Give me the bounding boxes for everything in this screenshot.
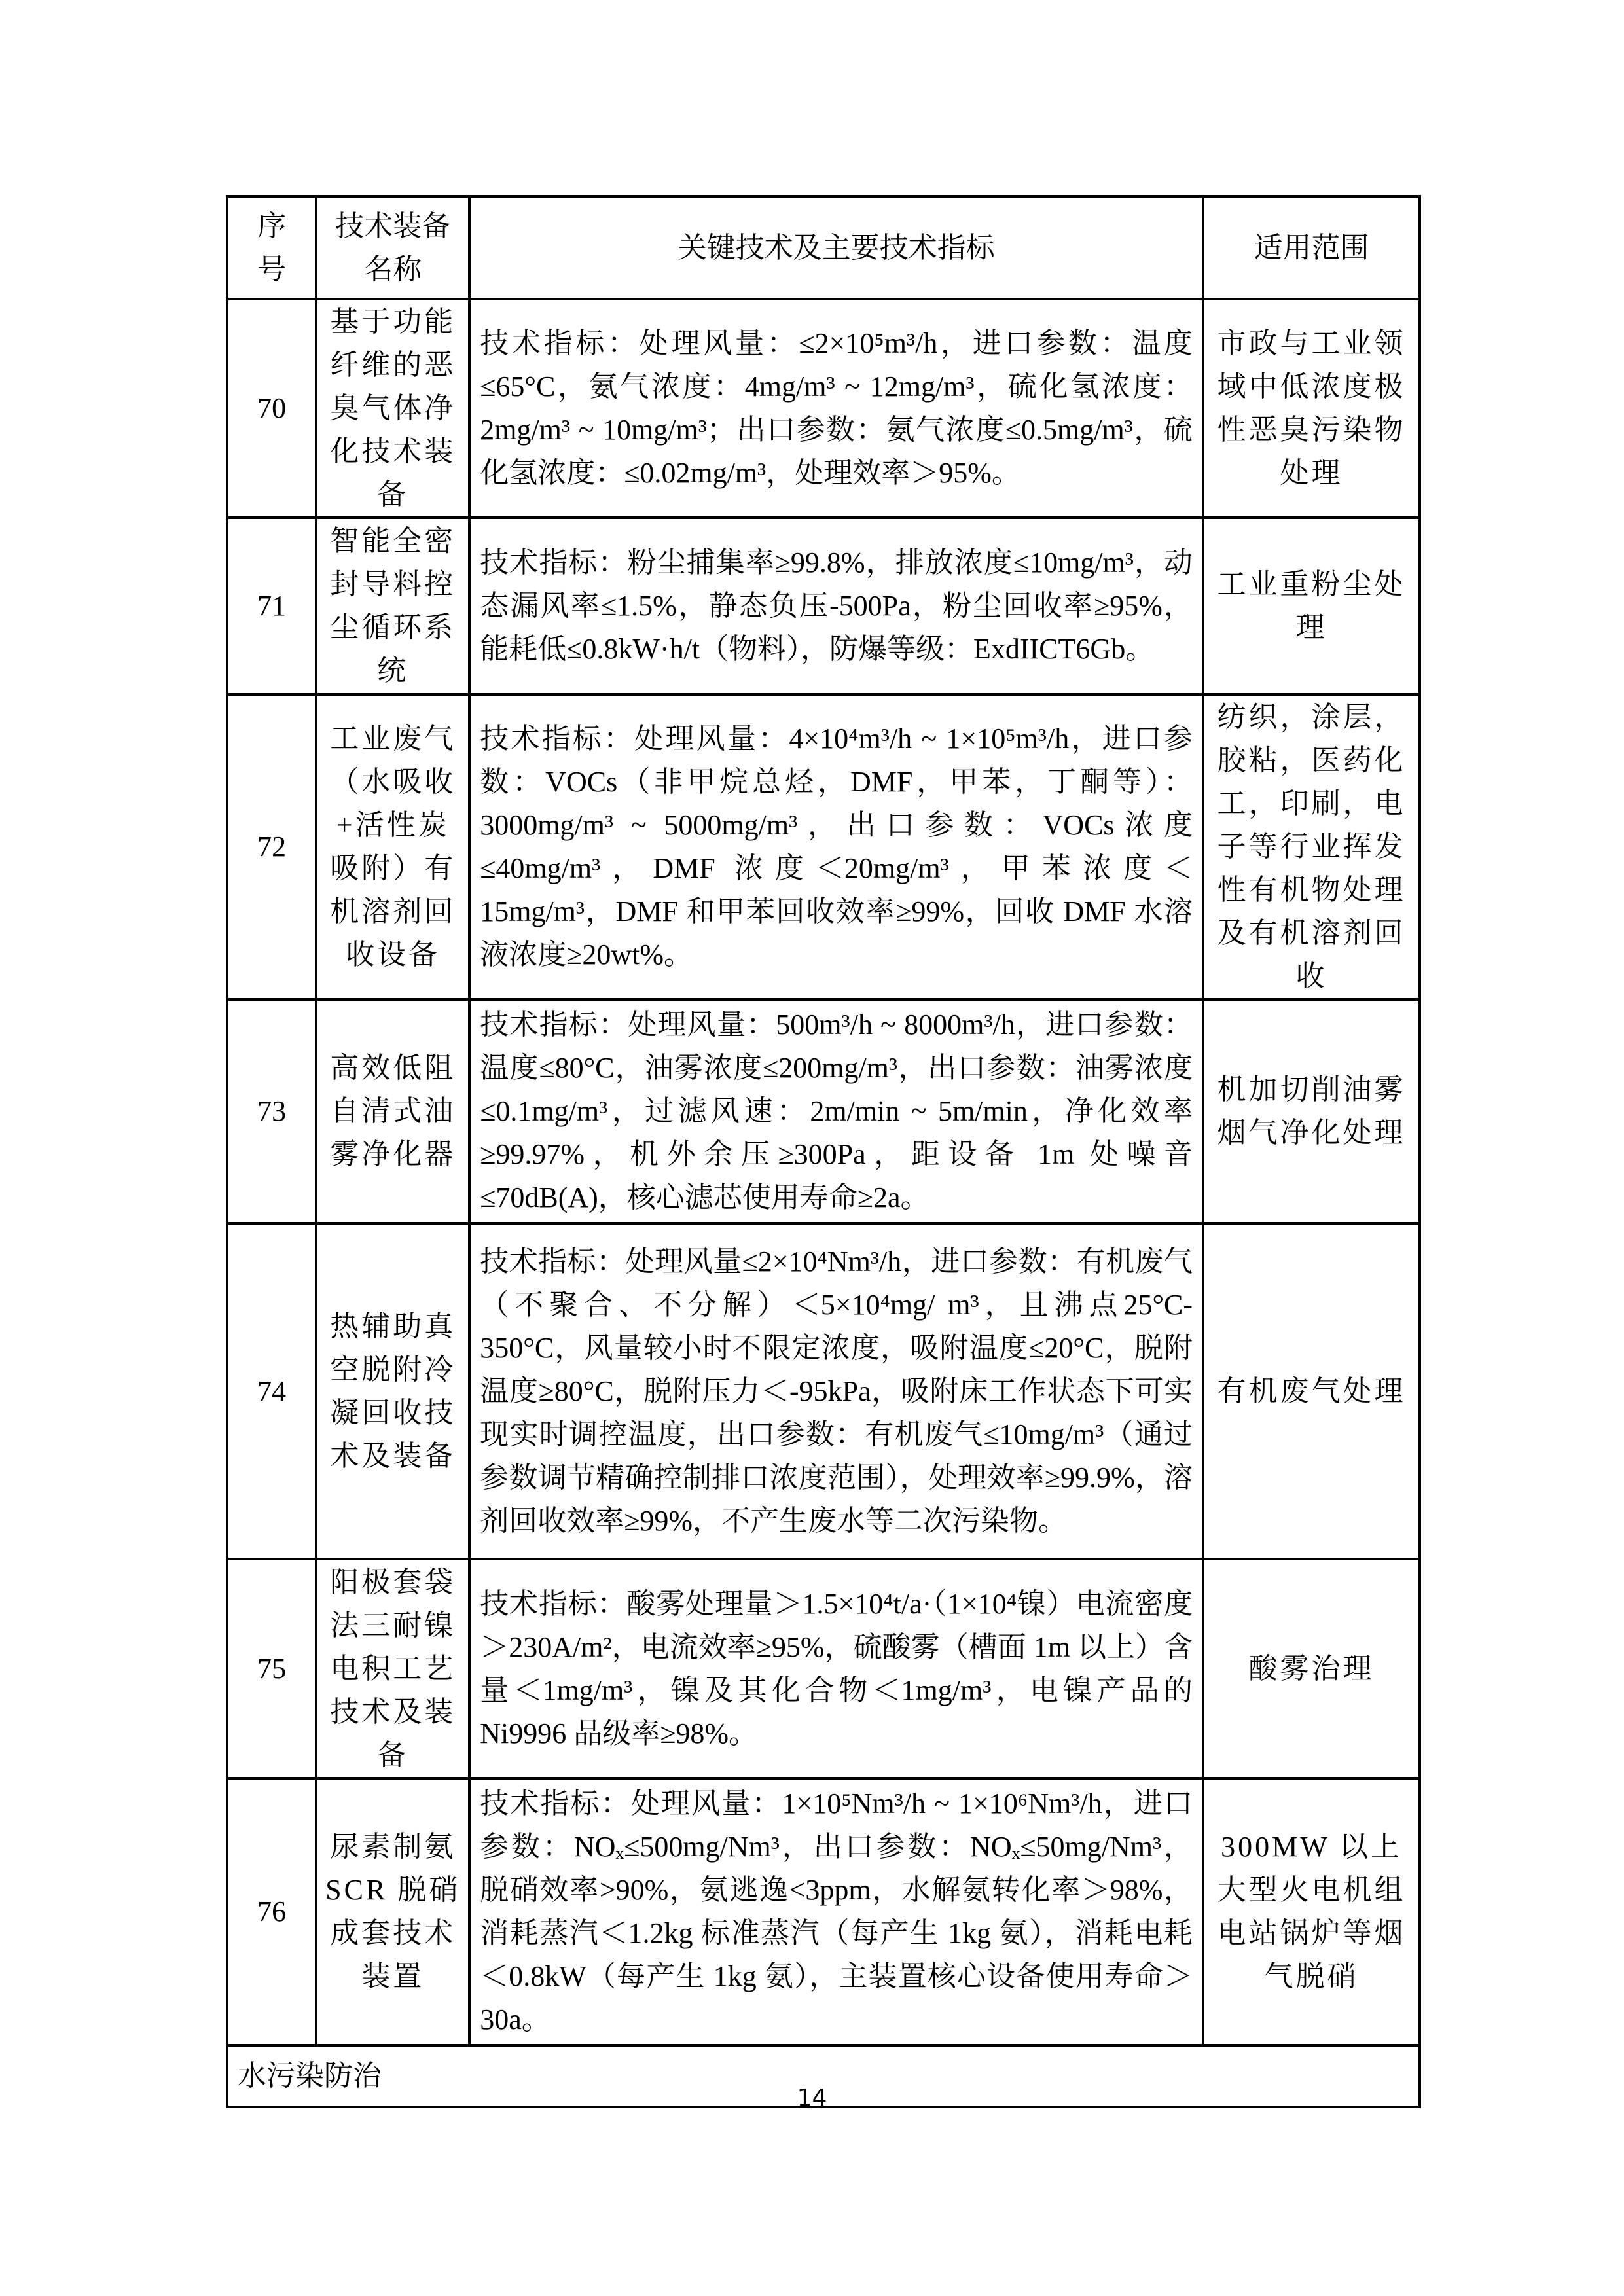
header-name xyxy=(316,196,469,299)
row-no: 72 xyxy=(227,694,316,999)
row-scope: 酸雾治理 xyxy=(1203,1559,1420,1778)
row-spec: 技术指标：酸雾处理量＞1.5×10⁴t/a·（1×10⁴镍）电流密度＞230A/m²，电流效率≥95%，硫酸雾（槽面 1m 以上）含量＜1mg/m³，镍及其化合物＜1mg/m³，电镍产品的 Ni9996 品级率≥98%。 xyxy=(469,1559,1203,1778)
equipment-table xyxy=(226,195,1421,2108)
row-scope: 300MW 以上大型火电机组电站锅炉等烟气脱硝 xyxy=(1203,1778,1420,2045)
row-name: 阳极套袋法三耐镍电积工艺技术及装备 xyxy=(316,1559,469,1778)
row-scope: 机加切削油雾烟气净化处理 xyxy=(1203,999,1420,1223)
row-spec: 技术指标：处理风量：4×10⁴m³/h ~ 1×10⁵m³/h，进口参数：VOCs（非甲烷总烃，DMF，甲苯，丁酮等）：3000mg/m³ ~ 5000mg/m³，出口参数：VOCs浓度≤40mg/m³，DMF 浓度＜20mg/m³，甲苯浓度＜15mg/m³，DMF 和甲苯回收效率≥99%，回收 DMF 水溶液浓度≥20wt%。 xyxy=(469,694,1203,999)
header-name-text: 技术装备名称 xyxy=(335,209,451,286)
table-row xyxy=(227,1559,1420,1778)
section-title-water-pollution: 水污染防治 xyxy=(227,2045,1420,2107)
row-name: 智能全密封导料控尘循环系统 xyxy=(316,518,469,694)
page-number: 14 xyxy=(797,2085,827,2111)
row-no: 71 xyxy=(227,518,316,694)
row-scope: 纺织，涂层，胶粘，医药化工，印刷，电子等行业挥发性有机物处理及有机溶剂回收 xyxy=(1203,694,1420,999)
row-name: 基于功能纤维的恶臭气体净化技术装备 xyxy=(316,299,469,518)
row-scope: 有机废气处理 xyxy=(1203,1223,1420,1559)
header-no xyxy=(227,196,316,299)
table-row xyxy=(227,999,1420,1223)
row-spec: 技术指标：处理风量：500m³/h ~ 8000m³/h，进口参数：温度≤80°C，油雾浓度≤200mg/m³，出口参数：油雾浓度≤0.1mg/m³，过滤风速：2m/min ~ 5m/min，净化效率≥99.97%，机外余压≥300Pa，距设备 1m 处噪音≤70dB(A)，核心滤芯使用寿命≥2a。 xyxy=(469,999,1203,1223)
row-no: 70 xyxy=(227,299,316,518)
row-scope: 工业重粉尘处理 xyxy=(1203,518,1420,694)
row-no: 74 xyxy=(227,1223,316,1559)
row-no: 76 xyxy=(227,1778,316,2045)
row-no: 75 xyxy=(227,1559,316,1778)
row-spec: 技术指标：粉尘捕集率≥99.8%，排放浓度≤10mg/m³，动态漏风率≤1.5%，静态负压-500Pa，粉尘回收率≥95%，能耗低≤0.8kW·h/t（物料），防爆等级：ExdIICT6Gb。 xyxy=(469,518,1203,694)
header-spec: 关键技术及主要技术指标 xyxy=(469,196,1203,299)
row-scope: 市政与工业领域中低浓度极性恶臭污染物处理 xyxy=(1203,299,1420,518)
table-row xyxy=(227,694,1420,999)
row-spec: 技术指标：处理风量：≤2×10⁵m³/h，进口参数：温度≤65°C，氨气浓度：4mg/m³ ~ 12mg/m³，硫化氢浓度：2mg/m³ ~ 10mg/m³；出口参数：氨气浓度≤0.5mg/m³，硫化氢浓度：≤0.02mg/m³，处理效率＞95%。 xyxy=(469,299,1203,518)
table-header-row xyxy=(227,196,1420,299)
row-name: 热辅助真空脱附冷凝回收技术及装备 xyxy=(316,1223,469,1559)
table-row xyxy=(227,1778,1420,2045)
header-scope: 适用范围 xyxy=(1203,196,1420,299)
table-row xyxy=(227,518,1420,694)
row-spec: 技术指标：处理风量：1×10⁵Nm³/h ~ 1×10⁶Nm³/h，进口参数：NOₓ≤500mg/Nm³，出口参数：NOₓ≤50mg/Nm³，脱硝效率>90%，氨逃逸<3ppm，水解氨转化率＞98%，消耗蒸汽＜1.2kg 标准蒸汽（每产生 1kg 氨），消耗电耗＜0.8kW（每产生 1kg 氨），主装置核心设备使用寿命＞30a。 xyxy=(469,1778,1203,2045)
header-no-text: 序号 xyxy=(257,209,287,286)
table-row xyxy=(227,299,1420,518)
row-name: 高效低阻自清式油雾净化器 xyxy=(316,999,469,1223)
row-name: 工业废气（水吸收+活性炭吸附）有机溶剂回收设备 xyxy=(316,694,469,999)
row-spec: 技术指标：处理风量≤2×10⁴Nm³/h，进口参数：有机废气（不聚合、不分解）＜5×10⁴mg/ m³，且沸点25°C-350°C，风量较小时不限定浓度，吸附温度≤20°C，脱附温度≥80°C，脱附压力＜-95kPa，吸附床工作状态下可实现实时调控温度，出口参数：有机废气≤10mg/m³（通过参数调节精确控制排口浓度范围），处理效率≥99.9%，溶剂回收效率≥99%，不产生废水等二次污染物。 xyxy=(469,1223,1203,1559)
row-no: 73 xyxy=(227,999,316,1223)
row-name: 尿素制氨SCR 脱硝成套技术装置 xyxy=(316,1778,469,2045)
table-row xyxy=(227,1223,1420,1559)
